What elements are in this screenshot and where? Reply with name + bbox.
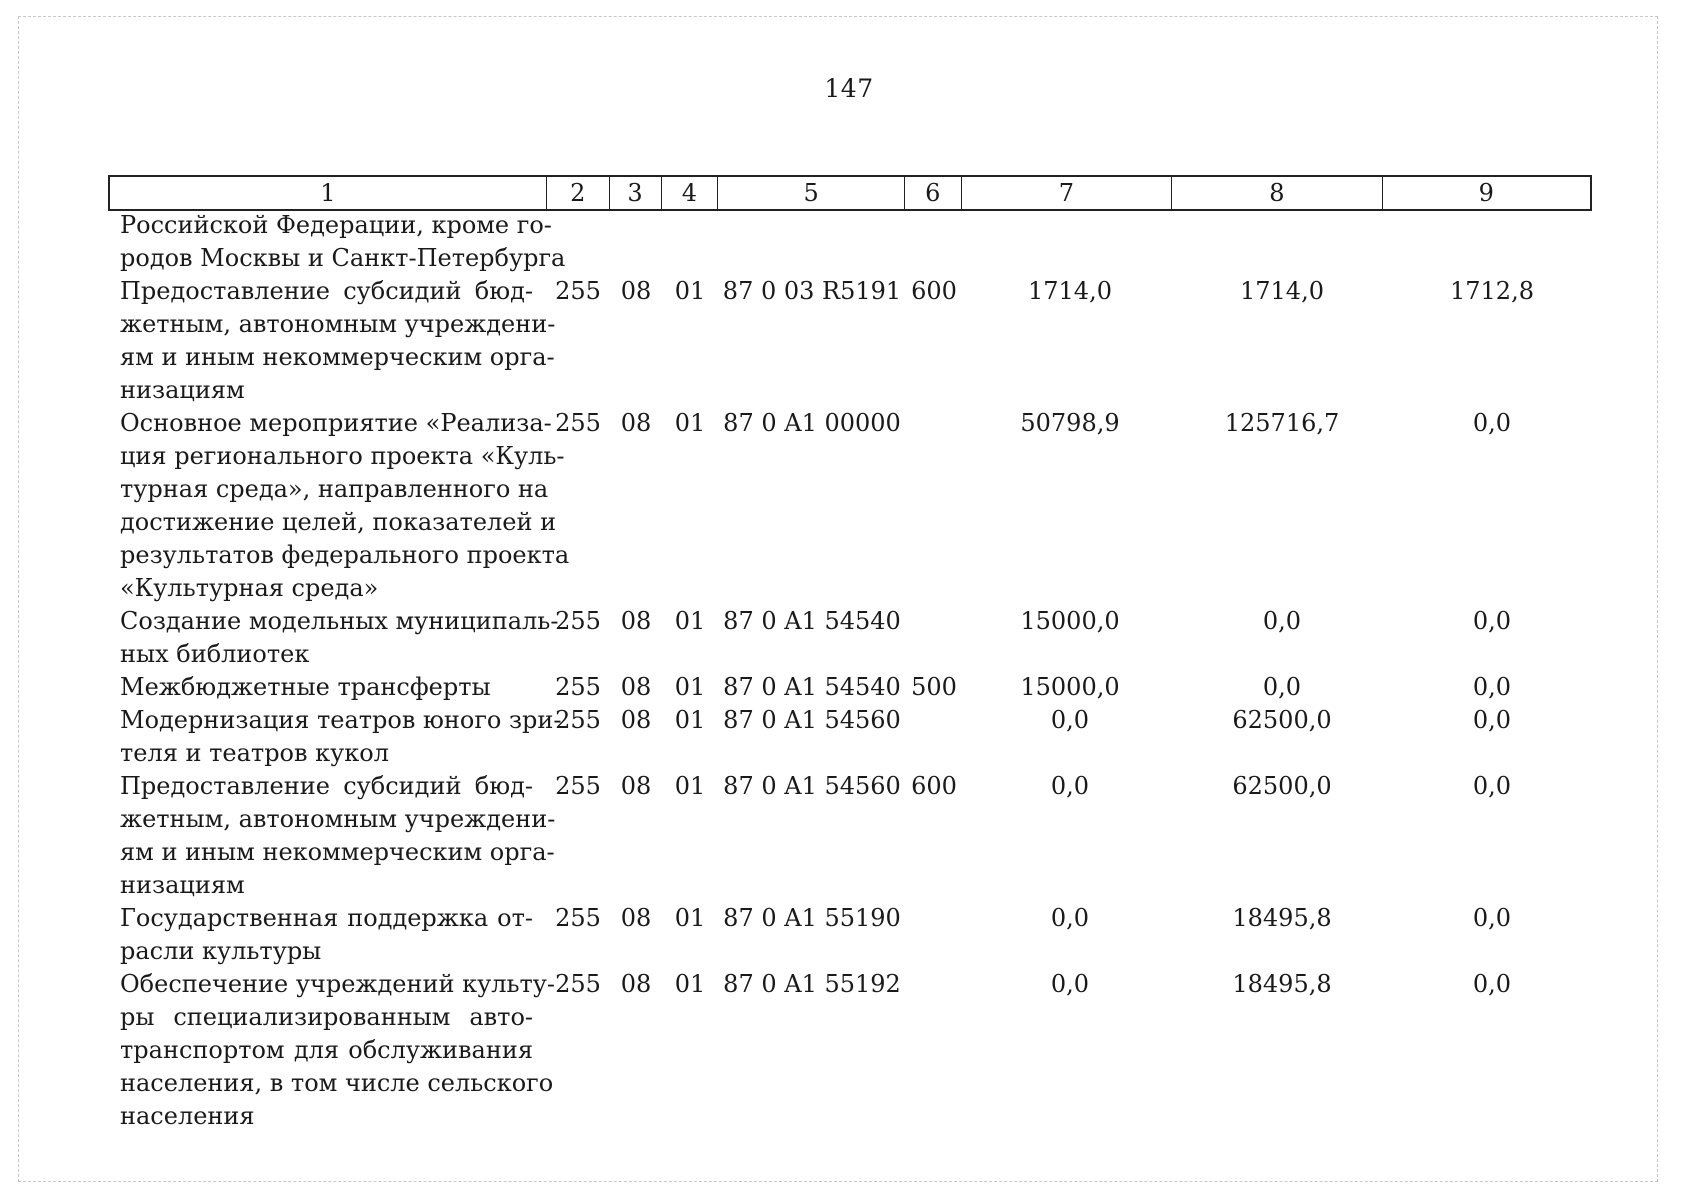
cell-c2: 255: [555, 607, 601, 635]
header-cell-5: 5: [718, 177, 905, 209]
cell-c8: 125716,7: [1224, 409, 1340, 437]
description-line: теля и театров кукол: [120, 739, 389, 767]
cell-c5: 87 0 A1 54540: [723, 607, 901, 635]
description-line: Государственная поддержка от-: [120, 904, 533, 932]
cell-c2: 255: [555, 409, 601, 437]
description-line: ных библиотек: [120, 640, 310, 668]
cell-c8: 18495,8: [1232, 904, 1332, 932]
table-row: [0, 605, 1698, 671]
cell-c7: 0,0: [1050, 706, 1090, 734]
cell-c3: 08: [620, 673, 652, 701]
description-line: транспортом для обслуживания: [120, 1036, 533, 1064]
cell-c7: 15000,0: [1020, 673, 1120, 701]
cell-c3: 08: [620, 772, 652, 800]
cell-c7: 1714,0: [1028, 277, 1112, 305]
cell-c6: 600: [911, 772, 957, 800]
cell-c6: 500: [911, 673, 957, 701]
description-line: «Культурная среда»: [120, 574, 379, 602]
cell-c6: 600: [911, 277, 957, 305]
cell-c3: 08: [620, 706, 652, 734]
cell-c7: 50798,9: [1020, 409, 1120, 437]
cell-c4: 01: [674, 772, 706, 800]
cell-c5: 87 0 A1 54560: [723, 706, 901, 734]
cell-c8: 18495,8: [1232, 970, 1332, 998]
table-row: [0, 275, 1698, 407]
table-row: [0, 770, 1698, 902]
header-cell-9: 9: [1478, 179, 1494, 207]
description-line: ры специализированным авто-: [120, 1003, 533, 1031]
cell-c3: 08: [620, 904, 652, 932]
cell-c7: 15000,0: [1020, 607, 1120, 635]
table-body: [0, 209, 1698, 1133]
cell-c9: 0,0: [1472, 970, 1512, 998]
cell-c3: 08: [620, 409, 652, 437]
description-line: Предоставление субсидий бюд-: [120, 277, 533, 305]
cell-c7: 0,0: [1050, 904, 1090, 932]
cell-c8: 0,0: [1262, 607, 1302, 635]
description-line: ям и иным некоммерческим орга-: [120, 838, 555, 866]
description-line: Создание модельных муниципаль-: [120, 607, 559, 635]
description-line: Основное мероприятие «Реализа-: [120, 409, 552, 437]
description-line: результатов федерального проекта: [120, 541, 570, 569]
table-row: [0, 968, 1698, 1133]
cell-c3: 08: [620, 607, 652, 635]
cell-c3: 08: [620, 970, 652, 998]
cell-c7: 0,0: [1050, 772, 1090, 800]
row-description: [120, 209, 566, 275]
header-cell-1: 1: [110, 177, 547, 209]
cell-c9: 0,0: [1472, 904, 1512, 932]
cell-c4: 01: [674, 673, 706, 701]
cell-c5: 87 0 A1 54540: [723, 673, 901, 701]
cell-c9: 0,0: [1472, 706, 1512, 734]
description-line: турная среда», направленного на: [120, 475, 549, 503]
cell-c2: 255: [555, 772, 601, 800]
description-line: населения, в том числе сельского: [120, 1069, 554, 1097]
page-number: 147: [824, 74, 874, 103]
cell-c4: 01: [674, 706, 706, 734]
cell-c2: 255: [555, 277, 601, 305]
cell-c9: 0,0: [1472, 772, 1512, 800]
cell-c2: 255: [555, 970, 601, 998]
cell-c8: 62500,0: [1232, 772, 1332, 800]
description-line: Межбюджетные трансферты: [120, 673, 491, 701]
cell-c2: 255: [555, 706, 601, 734]
description-line: ция регионального проекта «Куль-: [120, 442, 565, 470]
header-cell-8: 8: [1172, 177, 1382, 209]
header-cell-4: 4: [662, 177, 719, 209]
header-cell-6: 6: [905, 177, 962, 209]
cell-c4: 01: [674, 904, 706, 932]
cell-c5: 87 0 A1 00000: [723, 409, 901, 437]
cell-c3: 08: [620, 277, 652, 305]
table-header: [108, 175, 1592, 211]
table-row: [0, 671, 1698, 704]
cell-c9: 0,0: [1472, 607, 1512, 635]
description-line: населения: [120, 1102, 255, 1130]
cell-c2: 255: [555, 904, 601, 932]
table-row: [0, 407, 1698, 605]
description-line: низациям: [120, 871, 245, 899]
cell-c8: 0,0: [1262, 673, 1302, 701]
cell-c5: 87 0 03 R5191: [722, 277, 902, 305]
cell-c9: 0,0: [1472, 409, 1512, 437]
description-line: расли культуры: [120, 937, 322, 965]
description-line: родов Москвы и Санкт-Петербурга: [120, 244, 566, 272]
description-line: жетным, автономным учреждени-: [120, 310, 556, 338]
description-line: Обеспечение учреждений культу-: [120, 970, 556, 998]
cell-c5: 87 0 A1 55192: [723, 970, 901, 998]
description-line: жетным, автономным учреждени-: [120, 805, 556, 833]
description-line: Российской Федерации, кроме го-: [120, 211, 552, 239]
cell-c4: 01: [674, 607, 706, 635]
cell-c9: 0,0: [1472, 673, 1512, 701]
cell-c8: 62500,0: [1232, 706, 1332, 734]
cell-c5: 87 0 A1 55190: [723, 904, 901, 932]
header-cell-7: 7: [962, 177, 1172, 209]
description-line: Модернизация театров юного зри-: [120, 706, 562, 734]
cell-c7: 0,0: [1050, 970, 1090, 998]
cell-c2: 255: [555, 673, 601, 701]
table-row: [0, 209, 1698, 275]
header-cell-3: 3: [610, 177, 662, 209]
cell-c9: 1712,8: [1450, 277, 1534, 305]
header-cell-2: 2: [547, 177, 610, 209]
table-row: [0, 704, 1698, 770]
description-line: ям и иным некоммерческим орга-: [120, 343, 555, 371]
cell-c4: 01: [674, 409, 706, 437]
description-line: Предоставление субсидий бюд-: [120, 772, 533, 800]
description-line: достижение целей, показателей и: [120, 508, 557, 536]
cell-c4: 01: [674, 277, 706, 305]
description-line: низациям: [120, 376, 245, 404]
cell-c8: 1714,0: [1240, 277, 1324, 305]
cell-c5: 87 0 A1 54560: [723, 772, 901, 800]
cell-c4: 01: [674, 970, 706, 998]
table-row: [0, 902, 1698, 968]
